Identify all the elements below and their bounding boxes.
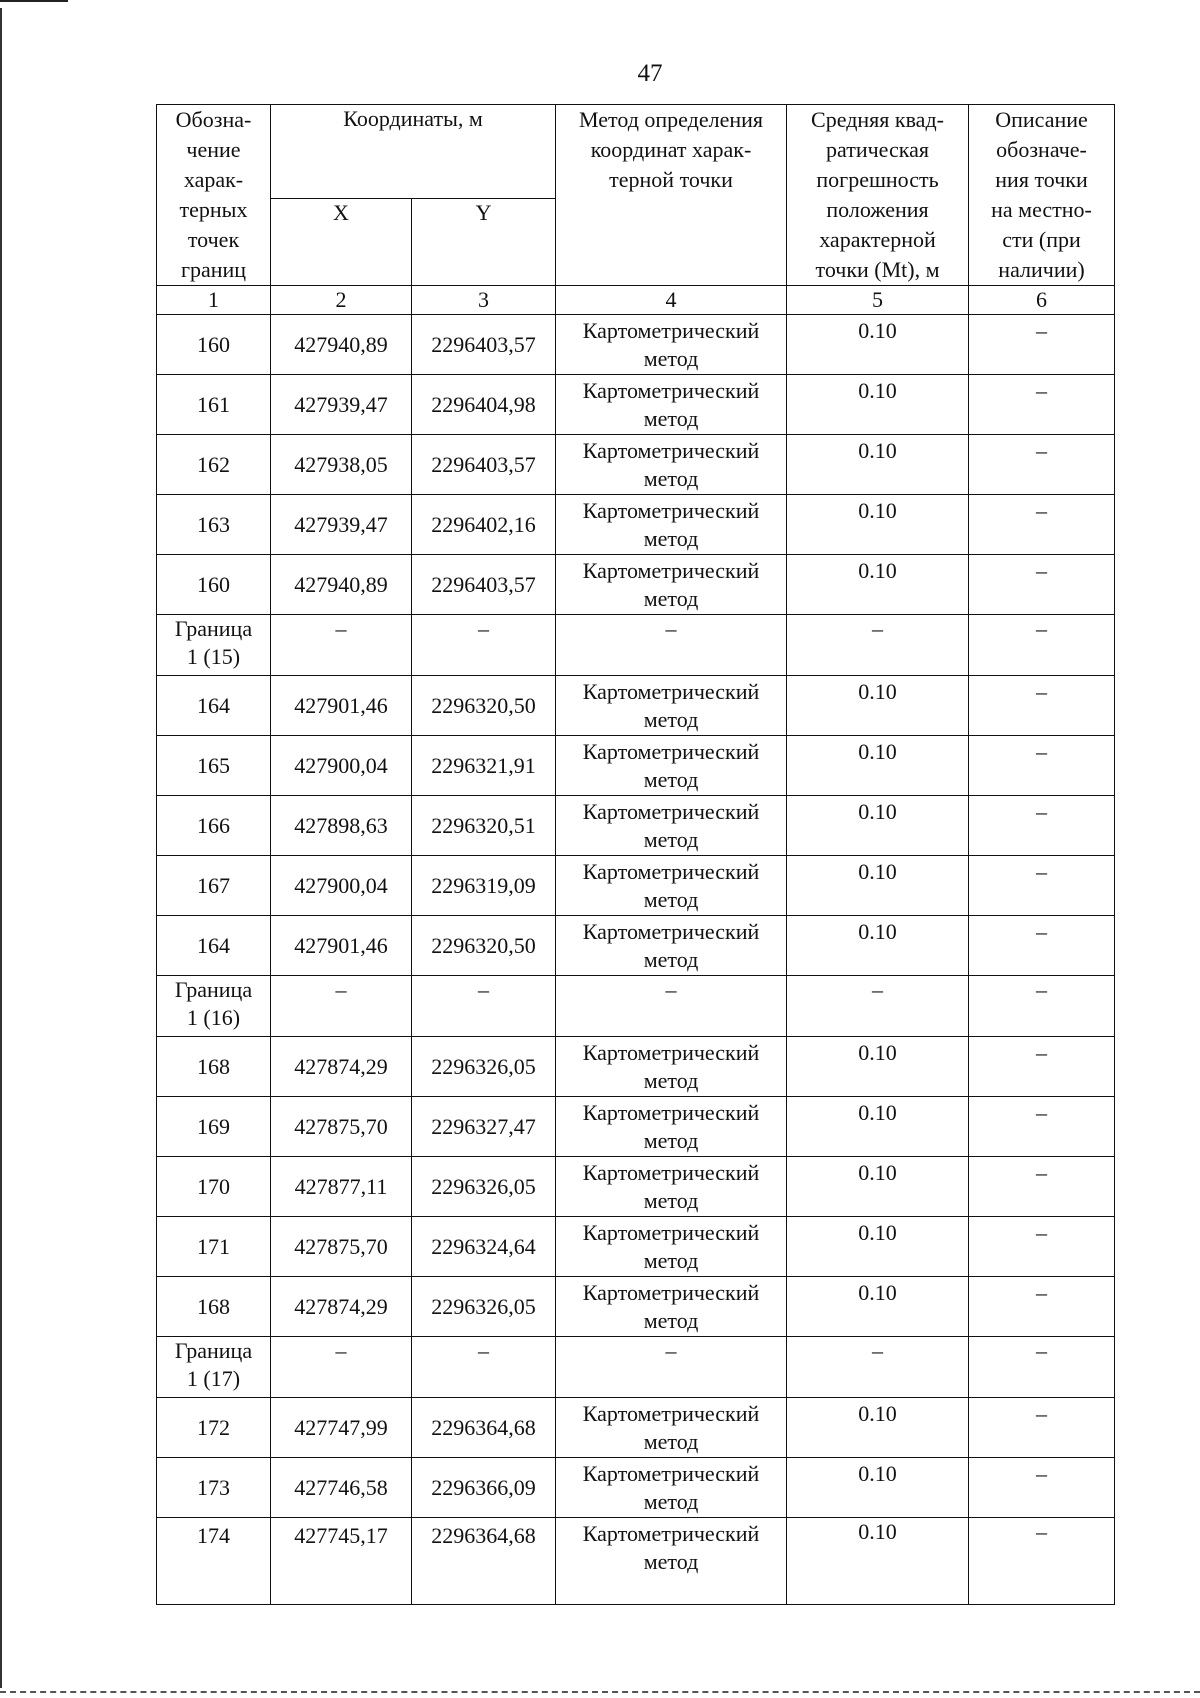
- error-cell: –: [787, 1337, 969, 1398]
- column-number: 5: [787, 286, 969, 315]
- column-number: 2: [271, 286, 412, 315]
- error-cell: 0.10: [787, 375, 969, 435]
- header-error: Средняя квад- ратическая погрешность положения характерной точки (Mt), м: [787, 105, 969, 286]
- point-id-cell: Граница 1 (15): [157, 615, 271, 676]
- method-cell: –: [556, 615, 787, 676]
- table-row: [157, 676, 1115, 736]
- table-row: [157, 796, 1115, 856]
- coordinates-table: [156, 104, 1115, 1605]
- y-coordinate-cell: 2296364,68: [412, 1518, 556, 1605]
- x-coordinate-cell: –: [271, 976, 412, 1037]
- point-id-cell: Граница 1 (16): [157, 976, 271, 1037]
- error-cell: 0.10: [787, 676, 969, 736]
- method-cell: Картометрический метод: [556, 796, 787, 856]
- y-coordinate-cell: 2296326,05: [412, 1277, 556, 1337]
- header-point-designation: Обозна- чение харак- терных точек границ: [157, 105, 271, 286]
- description-cell: –: [969, 796, 1115, 856]
- error-cell: 0.10: [787, 1037, 969, 1097]
- column-number: 4: [556, 286, 787, 315]
- table-row: [157, 736, 1115, 796]
- x-coordinate-cell: 427939,47: [271, 495, 412, 555]
- y-coordinate-cell: 2296326,05: [412, 1157, 556, 1217]
- method-cell: Картометрический метод: [556, 916, 787, 976]
- point-id-cell: 165: [157, 736, 271, 796]
- y-coordinate-cell: 2296366,09: [412, 1458, 556, 1518]
- method-cell: Картометрический метод: [556, 1398, 787, 1458]
- point-id-cell: 168: [157, 1277, 271, 1337]
- error-cell: –: [787, 976, 969, 1037]
- error-cell: 0.10: [787, 856, 969, 916]
- description-cell: –: [969, 1458, 1115, 1518]
- description-cell: –: [969, 1277, 1115, 1337]
- point-id-cell: 164: [157, 676, 271, 736]
- header-coordinates: Координаты, м: [271, 105, 556, 199]
- point-id-cell: Граница 1 (17): [157, 1337, 271, 1398]
- description-cell: –: [969, 856, 1115, 916]
- error-cell: 0.10: [787, 916, 969, 976]
- y-coordinate-cell: 2296324,64: [412, 1217, 556, 1277]
- x-coordinate-cell: 427901,46: [271, 676, 412, 736]
- x-coordinate-cell: 427901,46: [271, 916, 412, 976]
- method-cell: Картометрический метод: [556, 315, 787, 375]
- point-id-cell: 171: [157, 1217, 271, 1277]
- table-row: [157, 916, 1115, 976]
- error-cell: 0.10: [787, 315, 969, 375]
- table-row: [157, 856, 1115, 916]
- error-cell: 0.10: [787, 1398, 969, 1458]
- table-row: [157, 435, 1115, 495]
- y-coordinate-cell: 2296320,51: [412, 796, 556, 856]
- error-cell: 0.10: [787, 555, 969, 615]
- y-coordinate-cell: –: [412, 615, 556, 676]
- description-cell: –: [969, 615, 1115, 676]
- y-coordinate-cell: 2296326,05: [412, 1037, 556, 1097]
- method-cell: Картометрический метод: [556, 435, 787, 495]
- column-numbers-row: [157, 286, 1115, 315]
- y-coordinate-cell: 2296320,50: [412, 676, 556, 736]
- y-coordinate-cell: 2296403,57: [412, 435, 556, 495]
- error-cell: –: [787, 615, 969, 676]
- point-id-cell: 162: [157, 435, 271, 495]
- description-cell: –: [969, 555, 1115, 615]
- scan-edge-bottom: [0, 1691, 1200, 1693]
- x-coordinate-cell: 427900,04: [271, 736, 412, 796]
- x-coordinate-cell: 427940,89: [271, 555, 412, 615]
- method-cell: Картометрический метод: [556, 1458, 787, 1518]
- y-coordinate-cell: 2296327,47: [412, 1097, 556, 1157]
- error-cell: 0.10: [787, 435, 969, 495]
- method-cell: Картометрический метод: [556, 375, 787, 435]
- y-coordinate-cell: 2296319,09: [412, 856, 556, 916]
- y-coordinate-cell: 2296364,68: [412, 1398, 556, 1458]
- y-coordinate-cell: 2296402,16: [412, 495, 556, 555]
- x-coordinate-cell: 427877,11: [271, 1157, 412, 1217]
- point-id-cell: 169: [157, 1097, 271, 1157]
- x-coordinate-cell: 427745,17: [271, 1518, 412, 1605]
- table-row-border: [157, 615, 1115, 676]
- table-row: [157, 1518, 1115, 1605]
- point-id-cell: 160: [157, 315, 271, 375]
- point-id-cell: 167: [157, 856, 271, 916]
- point-id-cell: 174: [157, 1518, 271, 1605]
- table-row: [157, 1217, 1115, 1277]
- method-cell: Картометрический метод: [556, 1518, 787, 1605]
- description-cell: –: [969, 1398, 1115, 1458]
- column-number: 1: [157, 286, 271, 315]
- table-row: [157, 1398, 1115, 1458]
- point-id-cell: 163: [157, 495, 271, 555]
- x-coordinate-cell: 427874,29: [271, 1037, 412, 1097]
- method-cell: Картометрический метод: [556, 1277, 787, 1337]
- method-cell: Картометрический метод: [556, 1217, 787, 1277]
- error-cell: 0.10: [787, 1217, 969, 1277]
- column-number: 6: [969, 286, 1115, 315]
- table-row-border: [157, 1337, 1115, 1398]
- x-coordinate-cell: 427898,63: [271, 796, 412, 856]
- description-cell: –: [969, 1037, 1115, 1097]
- error-cell: 0.10: [787, 1458, 969, 1518]
- method-cell: –: [556, 976, 787, 1037]
- error-cell: 0.10: [787, 495, 969, 555]
- y-coordinate-cell: 2296404,98: [412, 375, 556, 435]
- description-cell: –: [969, 315, 1115, 375]
- point-id-cell: 164: [157, 916, 271, 976]
- table-row: [157, 1157, 1115, 1217]
- header-method: Метод определения координат харак- терной точки: [556, 105, 787, 286]
- description-cell: –: [969, 495, 1115, 555]
- method-cell: Картометрический метод: [556, 555, 787, 615]
- error-cell: 0.10: [787, 796, 969, 856]
- point-id-cell: 160: [157, 555, 271, 615]
- page-number: 47: [637, 60, 663, 87]
- description-cell: –: [969, 1097, 1115, 1157]
- y-coordinate-cell: –: [412, 976, 556, 1037]
- y-coordinate-cell: 2296321,91: [412, 736, 556, 796]
- scan-edge-left: [0, 8, 2, 1688]
- description-cell: –: [969, 375, 1115, 435]
- table-row: [157, 1097, 1115, 1157]
- x-coordinate-cell: –: [271, 615, 412, 676]
- x-coordinate-cell: 427874,29: [271, 1277, 412, 1337]
- x-coordinate-cell: 427746,58: [271, 1458, 412, 1518]
- table-row: [157, 315, 1115, 375]
- x-coordinate-cell: 427940,89: [271, 315, 412, 375]
- method-cell: Картометрический метод: [556, 676, 787, 736]
- x-coordinate-cell: 427875,70: [271, 1217, 412, 1277]
- table-row: [157, 1277, 1115, 1337]
- method-cell: –: [556, 1337, 787, 1398]
- x-coordinate-cell: 427938,05: [271, 435, 412, 495]
- x-coordinate-cell: –: [271, 1337, 412, 1398]
- description-cell: –: [969, 676, 1115, 736]
- point-id-cell: 168: [157, 1037, 271, 1097]
- table-row: [157, 1458, 1115, 1518]
- table-row: [157, 555, 1115, 615]
- table-row-border: [157, 976, 1115, 1037]
- header-x: X: [271, 198, 412, 285]
- table-row: [157, 375, 1115, 435]
- description-cell: –: [969, 1337, 1115, 1398]
- description-cell: –: [969, 736, 1115, 796]
- y-coordinate-cell: 2296320,50: [412, 916, 556, 976]
- method-cell: Картометрический метод: [556, 856, 787, 916]
- header-y: Y: [412, 198, 556, 285]
- description-cell: –: [969, 435, 1115, 495]
- x-coordinate-cell: 427939,47: [271, 375, 412, 435]
- error-cell: 0.10: [787, 1157, 969, 1217]
- method-cell: Картометрический метод: [556, 1037, 787, 1097]
- table-row: [157, 1037, 1115, 1097]
- table-row: [157, 495, 1115, 555]
- column-number: 3: [412, 286, 556, 315]
- description-cell: –: [969, 1217, 1115, 1277]
- point-id-cell: 170: [157, 1157, 271, 1217]
- method-cell: Картометрический метод: [556, 1097, 787, 1157]
- description-cell: –: [969, 916, 1115, 976]
- table-header: [157, 105, 1115, 315]
- method-cell: Картометрический метод: [556, 1157, 787, 1217]
- point-id-cell: 161: [157, 375, 271, 435]
- description-cell: –: [969, 976, 1115, 1037]
- point-id-cell: 172: [157, 1398, 271, 1458]
- table-body: [157, 315, 1115, 1605]
- error-cell: 0.10: [787, 1097, 969, 1157]
- header-row-1: [157, 105, 1115, 199]
- method-cell: Картометрический метод: [556, 495, 787, 555]
- x-coordinate-cell: 427900,04: [271, 856, 412, 916]
- point-id-cell: 173: [157, 1458, 271, 1518]
- x-coordinate-cell: 427875,70: [271, 1097, 412, 1157]
- x-coordinate-cell: 427747,99: [271, 1398, 412, 1458]
- method-cell: Картометрический метод: [556, 736, 787, 796]
- error-cell: 0.10: [787, 1518, 969, 1605]
- point-id-cell: 166: [157, 796, 271, 856]
- description-cell: –: [969, 1518, 1115, 1605]
- description-cell: –: [969, 1157, 1115, 1217]
- scan-edge-top: [0, 0, 68, 2]
- y-coordinate-cell: 2296403,57: [412, 555, 556, 615]
- error-cell: 0.10: [787, 736, 969, 796]
- error-cell: 0.10: [787, 1277, 969, 1337]
- header-description: Описание обозначе- ния точки на местно- сти (при наличии): [969, 105, 1115, 286]
- y-coordinate-cell: 2296403,57: [412, 315, 556, 375]
- y-coordinate-cell: –: [412, 1337, 556, 1398]
